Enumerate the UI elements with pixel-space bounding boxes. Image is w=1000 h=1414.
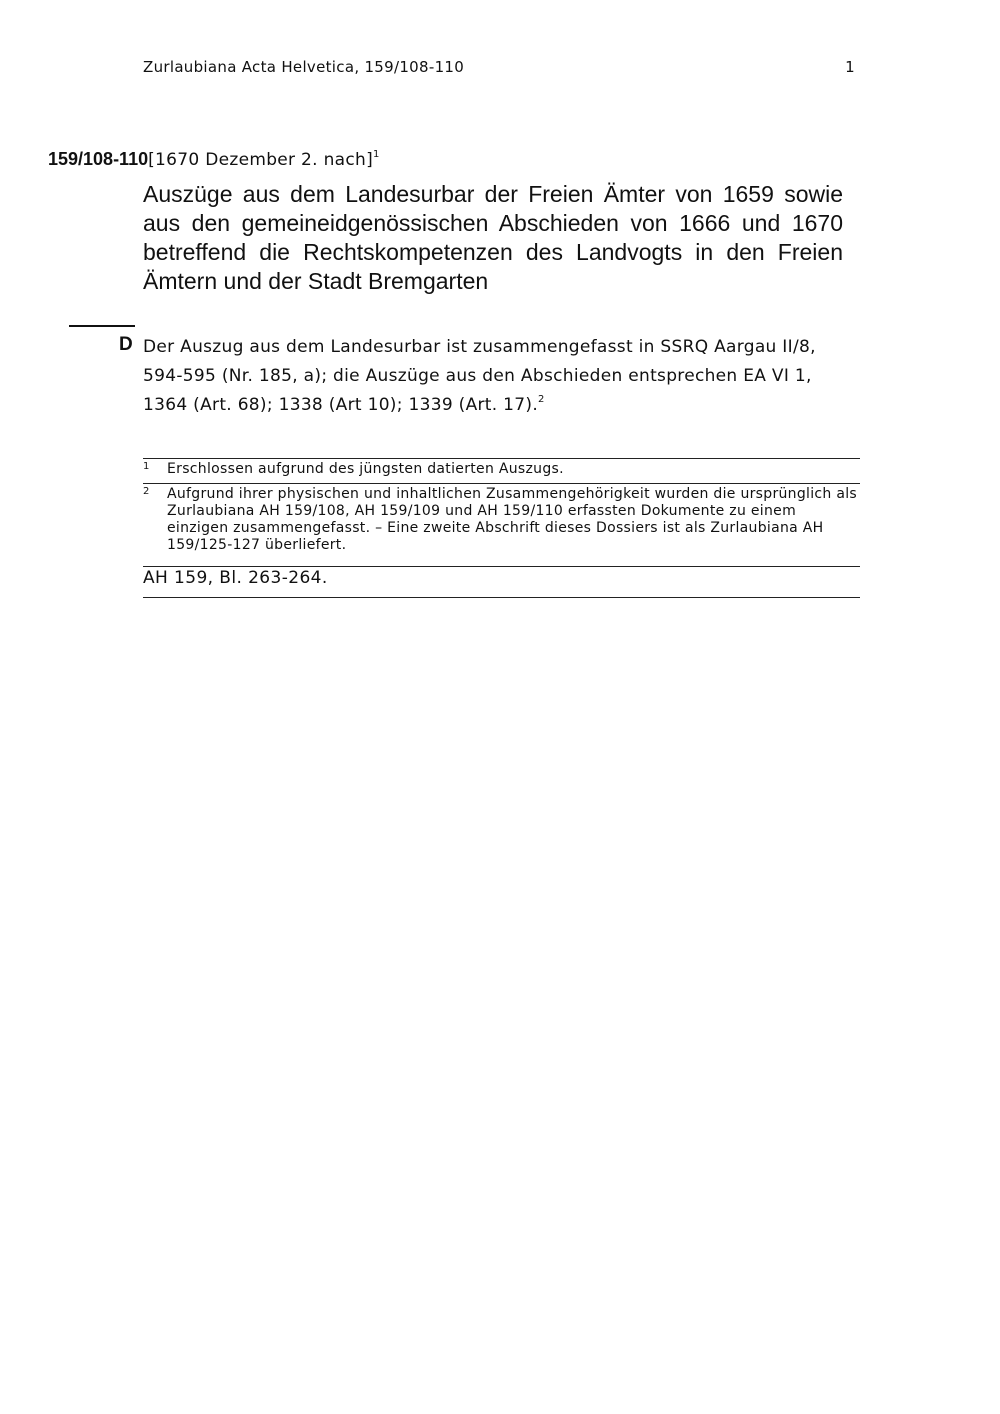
footnote-mark: 1 (143, 461, 150, 472)
page-number: 1 (845, 58, 855, 76)
document-title: Auszüge aus dem Landesurbar der Freien Ämter von 1659 sowie aus den gemeineidgenössischen Abschieden von 1666 und 1670 betreffend die Rechtskompetenzen des Landvogts in den Freien Ämtern und der Stadt Bremgarten (143, 181, 843, 294)
section-d-label: D (119, 334, 133, 355)
footnote-divider (143, 483, 860, 484)
footnote-divider (143, 458, 860, 459)
document-number: 159/108-110 (48, 149, 149, 169)
running-head-title: Zurlaubiana Acta Helvetica, 159/108-110 (143, 58, 465, 76)
footnote-1 (143, 461, 860, 478)
running-head (143, 58, 859, 76)
source-divider-bottom (143, 597, 860, 598)
section-d-text (143, 333, 857, 420)
footnote-text: Aufgrund ihrer physischen und inhaltlichen Zusammengehörigkeit wurden die ursprünglich als Zurlaubiana AH 159/108, AH 159/109 und AH 159/110 erfassten Dokumente zu einem einzigen zusammengefasst. – Eine zweite Abschrift dieses Dossiers ist als Zurlaubiana AH 159/125-127 überliefert. (167, 486, 858, 553)
footnote-mark: 2 (143, 486, 150, 497)
document-heading (48, 149, 860, 170)
footnote-ref-1[interactable]: 1 (373, 149, 380, 161)
source-reference: AH 159, Bl. 263-264. (143, 568, 328, 588)
footnote-ref-2[interactable]: 2 (538, 394, 545, 406)
footnote-text: Erschlossen aufgrund des jüngsten datierten Auszugs. (167, 461, 564, 477)
section-d-body: Der Auszug aus dem Landesurbar ist zusammengefasst in SSRQ Aargau II/8, 594-595 (Nr. 185, a); die Auszüge aus den Abschieden entsprechen EA VI 1, 1364 (Art. 68); 1338 (Art 10); 1339 (Art. 17). (143, 337, 816, 415)
section-divider (69, 325, 135, 327)
document-date: [1670 Dezember 2. nach] (148, 150, 374, 170)
source-divider-top (143, 566, 860, 567)
footnote-2 (143, 486, 860, 554)
